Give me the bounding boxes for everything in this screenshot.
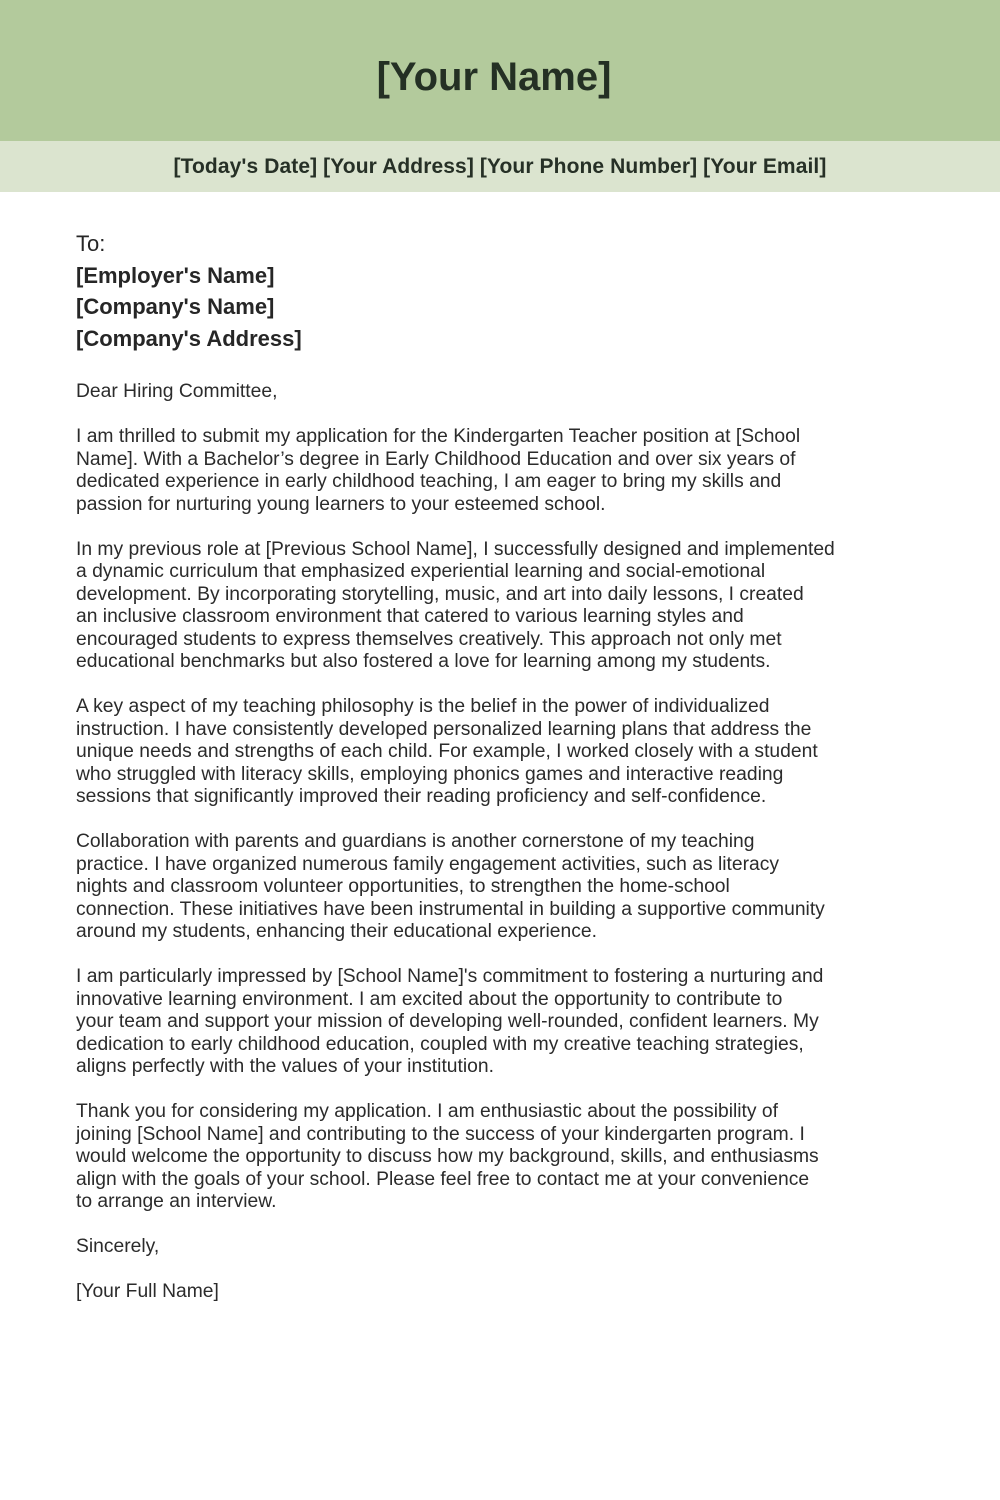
contact-line: [Today's Date] [Your Address] [Your Phone Number] [Your Email] <box>173 154 827 178</box>
body-paragraph <box>76 1101 936 1214</box>
employer-name: [Employer's Name] <box>76 262 275 288</box>
sender-name: [Your Name] <box>376 55 612 99</box>
paragraph-line: around my students, enhancing their educational experience. <box>76 921 597 942</box>
paragraph-line: to arrange an interview. <box>76 1191 277 1212</box>
body-paragraph <box>76 966 936 1079</box>
paragraph-line: passion for nurturing young learners to your esteemed school. <box>76 493 606 515</box>
signature: [Your Full Name] <box>76 1281 219 1302</box>
paragraph-line: Collaboration with parents and guardians is another cornerstone of my teaching <box>76 831 755 852</box>
body-paragraph <box>76 831 936 944</box>
paragraph-line: would welcome the opportunity to discuss how my background, skills, and enthusiasms <box>76 1146 819 1167</box>
recipient-label: To: <box>76 231 106 256</box>
paragraph-line: unique needs and strengths of each child. For example, I worked closely with a student <box>76 741 818 762</box>
paragraph-line: development. By incorporating storytelling, music, and art into daily lessons, I created <box>76 583 804 605</box>
recipient-block <box>76 228 302 354</box>
closing: Sincerely, <box>76 1236 160 1257</box>
paragraph-line: sessions that significantly improved their reading proficiency and self-confidence. <box>76 786 767 807</box>
paragraph-line: Name]. With a Bachelor’s degree in Early Childhood Education and over six years of <box>76 448 796 470</box>
paragraph-line: a dynamic curriculum that emphasized experiential learning and social-emotional <box>76 561 766 582</box>
body-paragraph <box>76 539 936 674</box>
paragraph-line: innovative learning environment. I am excited about the opportunity to contribute to <box>76 988 783 1010</box>
letter-body <box>76 381 936 1326</box>
paragraph-line: dedication to early childhood education, coupled with my creative teaching strategies, <box>76 1033 804 1055</box>
paragraph-line: an inclusive classroom environment that catered to various learning styles and <box>76 606 744 627</box>
paragraph-line: instruction. I have consistently developed personalized learning plans that address the <box>76 718 812 740</box>
paragraph-line: A key aspect of my teaching philosophy is the belief in the power of individualized <box>76 696 770 717</box>
company-address: [Company's Address] <box>76 325 302 351</box>
paragraph-line: connection. These initiatives have been instrumental in building a supportive community <box>76 898 825 920</box>
contact-band <box>0 141 1000 192</box>
letter-header <box>0 0 1000 141</box>
paragraph-line: I am particularly impressed by [School Name]'s commitment to fostering a nurturing and <box>76 966 824 987</box>
paragraph-line: align with the goals of your school. Please feel free to contact me at your convenience <box>76 1168 810 1190</box>
paragraph-line: educational benchmarks but also fostered a love for learning among my students. <box>76 651 771 672</box>
paragraph-line: joining [School Name] and contributing to the success of your kindergarten program. I <box>76 1123 805 1145</box>
body-paragraph <box>76 426 936 516</box>
paragraph-line: aligns perfectly with the values of your institution. <box>76 1056 494 1077</box>
paragraph-line: dedicated experience in early childhood teaching, I am eager to bring my skills and <box>76 471 782 492</box>
paragraph-line: I am thrilled to submit my application for the Kindergarten Teacher position at [School <box>76 426 801 447</box>
paragraph-line: encouraged students to express themselves creatively. This approach not only met <box>76 628 782 650</box>
paragraph-line: practice. I have organized numerous family engagement activities, such as literacy <box>76 853 780 875</box>
paragraph-line: nights and classroom volunteer opportunities, to strengthen the home-school <box>76 876 730 897</box>
paragraph-line: Thank you for considering my application. I am enthusiastic about the possibility of <box>76 1101 778 1122</box>
paragraph-line: In my previous role at [Previous School Name], I successfully designed and implemented <box>76 538 835 560</box>
company-name: [Company's Name] <box>76 294 275 319</box>
salutation: Dear Hiring Committee, <box>76 381 278 402</box>
paragraph-line: your team and support your mission of developing well-rounded, confident learners. My <box>76 1011 819 1032</box>
paragraph-line: who struggled with literacy skills, employing phonics games and interactive reading <box>76 763 784 785</box>
body-paragraph <box>76 696 936 809</box>
